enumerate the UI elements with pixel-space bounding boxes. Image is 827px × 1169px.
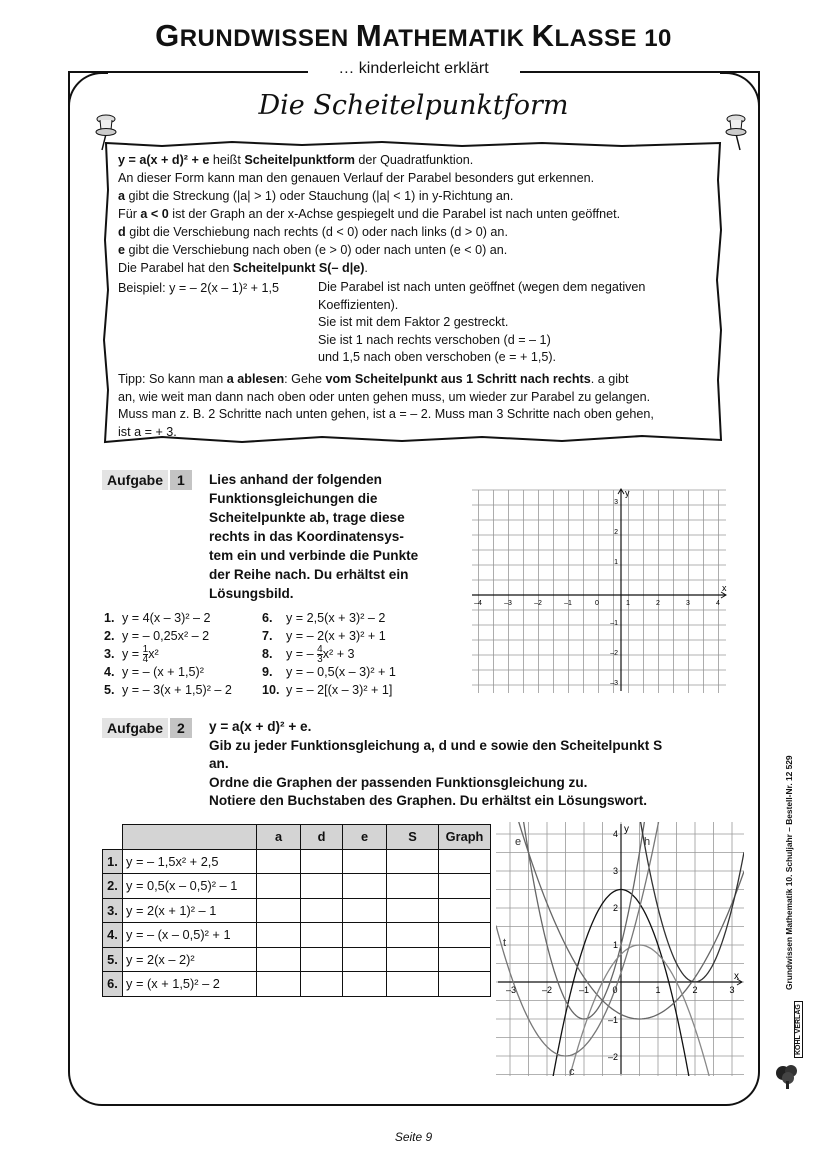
row-number: 4.	[103, 923, 123, 948]
axis-label: y	[624, 824, 629, 835]
parabola-graph	[496, 822, 744, 1076]
axis-label: x	[734, 971, 739, 982]
graph-letter: h	[644, 836, 651, 848]
list-item: 6. y = 2,5(x + 3)² – 2	[262, 611, 386, 625]
tick-label: –2	[607, 1052, 618, 1062]
list-item: 4. y = – (x + 1,5)²	[104, 665, 204, 679]
answer-cell[interactable]	[301, 849, 343, 874]
publisher-wrap	[794, 998, 806, 1058]
row-equation: y = – (x – 0,5)² + 1	[123, 923, 257, 948]
info-note-text: y = a(x + d)² + e heißt Scheitelpunktform der Quadratfunktion. An dieser Form kann man den genauen Verlauf der Parabel besonders gut erkennen. a gibt die Streckung (|a| > 1) oder Stauchung (|a| < 1) in y-Richtung an. Für a < 0 ist der Graph an der x-Achse gespiegelt und die Parabel ist nach unten geöffnet. d gibt die Verschiebung nach rechts (d < 0) oder nach links (d > 0) an. e gibt die Verschiebung nach oben (e > 0) oder nach unten (e < 0) an. Die Parabel hat den Scheitelpunkt S(– d|e). Beispiel: y = – 2(x – 1)² + 1,5 Die Parabel ist nach unten geöffnet (wegen dem negativen Koeffizienten). Sie ist mit dem Faktor 2 gestreckt. Sie ist 1 nach rechts verschoben (d = – 1) und 1,5 nach oben verschoben (e = + 1,5). Tipp: So kann man a ablesen: Gehe vom Scheitelpunkt aus 1 Schritt nach rechts. a gibt an, wie weit man dann nach oben oder unten gehen muss, um wieder zur Parabel zu gelangen. Muss man z. B. 2 Schritte nach unten gehen, ist a = – 2. Muss man 3 Schritte nach oben gehen, ist a = + 3.	[118, 151, 714, 441]
answer-cell[interactable]	[387, 874, 439, 899]
table-row	[103, 972, 491, 997]
answer-cell[interactable]	[439, 898, 491, 923]
answer-cell[interactable]	[301, 947, 343, 972]
row-equation: y = 2(x – 2)²	[123, 947, 257, 972]
table-row	[103, 898, 491, 923]
answer-cell[interactable]	[387, 849, 439, 874]
side-text: Grundwissen Mathematik 10. Schuljahr – Bestell-Nr. 12 529	[784, 755, 794, 990]
task-instructions: y = a(x + d)² + e. Gib zu jeder Funktionsgleichung a, d und e sowie den Scheitelpunkt S an. Ordne die Graphen der passenden Funktionsgleichung zu. Notiere den Buchstaben des Graphen. Du erhältst ein Lösungswort.	[209, 719, 663, 808]
answer-cell[interactable]	[387, 898, 439, 923]
table-header: S	[387, 825, 439, 850]
tick-label: 2	[614, 529, 618, 536]
row-equation: y = 0,5(x – 0,5)² – 1	[123, 874, 257, 899]
answer-cell[interactable]	[301, 898, 343, 923]
answer-cell[interactable]	[301, 874, 343, 899]
answer-cell[interactable]	[439, 849, 491, 874]
list-item: 9. y = – 0,5(x – 3)² + 1	[262, 665, 396, 679]
tick-label: –2	[610, 650, 618, 657]
parabola-curve	[496, 822, 744, 1019]
example-label: Beispiel: y = – 2(x – 1)² + 1,5	[118, 281, 280, 295]
answer-cell[interactable]	[343, 898, 387, 923]
axis-label: x	[722, 583, 727, 593]
tick-label: –2	[541, 985, 553, 995]
tick-label: 1	[626, 600, 630, 607]
table-header-corner	[103, 825, 123, 850]
example-explanation: Die Parabel ist nach unten geöffnet (wegen dem negativen Koeffizienten). Sie ist mit dem Faktor 2 gestreckt. Sie ist 1 nach rechts verschoben (d = – 1) und 1,5 nach oben verschoben (e = + 1,5).	[318, 280, 646, 364]
table-row	[103, 923, 491, 948]
answer-cell[interactable]	[439, 947, 491, 972]
answer-cell[interactable]	[257, 947, 301, 972]
table-row	[103, 849, 491, 874]
answer-cell[interactable]	[257, 972, 301, 997]
tick-label: 0	[612, 985, 618, 995]
task-label: Aufgabe 2	[102, 718, 192, 738]
tick-label: 3	[614, 499, 618, 506]
answer-cell[interactable]	[343, 923, 387, 948]
answer-table	[102, 824, 491, 997]
graph-letter: e	[515, 836, 522, 848]
coordinate-grid-1[interactable]	[460, 485, 730, 693]
section-heading: Die Scheitelpunktform	[258, 90, 569, 121]
answer-cell[interactable]	[301, 972, 343, 997]
tick-label: –3	[610, 680, 618, 687]
row-number: 3.	[103, 898, 123, 923]
row-equation: y = (x + 1,5)² – 2	[123, 972, 257, 997]
example-block	[118, 279, 714, 371]
list-item: 10. y = – 2[(x – 3)² + 1]	[262, 682, 393, 697]
tick-label: 1	[612, 940, 618, 950]
answer-cell[interactable]	[387, 947, 439, 972]
tree-logo-icon	[774, 1062, 800, 1090]
row-equation: y = 2(x + 1)² – 1	[123, 898, 257, 923]
tick-label: –1	[578, 985, 590, 995]
tick-label: –2	[534, 600, 542, 607]
answer-cell[interactable]	[439, 874, 491, 899]
answer-cell[interactable]	[343, 972, 387, 997]
table-row	[103, 947, 491, 972]
row-equation: y = – 1,5x² + 2,5	[123, 849, 257, 874]
answer-cell[interactable]	[439, 972, 491, 997]
tick-label: 2	[656, 600, 660, 607]
tick-label: –3	[505, 985, 517, 995]
answer-cell[interactable]	[387, 972, 439, 997]
list-item: 2. y = – 0,25x² – 2	[104, 628, 210, 643]
tick-label: –4	[474, 600, 482, 607]
tick-label: 0	[595, 600, 599, 607]
tick-label: –1	[610, 620, 618, 627]
row-number: 2.	[103, 874, 123, 899]
page-number: Seite 9	[394, 1130, 433, 1144]
list-item: 5. y = – 3(x + 1,5)² – 2	[104, 682, 232, 697]
table-header: Graph	[439, 825, 491, 850]
axis-label: y	[625, 488, 630, 498]
tick-label: 4	[612, 829, 618, 839]
answer-cell[interactable]	[257, 898, 301, 923]
answer-cell[interactable]	[343, 849, 387, 874]
answer-cell[interactable]	[301, 923, 343, 948]
tick-label: 1	[614, 559, 618, 566]
tick-label: –3	[504, 600, 512, 607]
answer-cell[interactable]	[387, 923, 439, 948]
answer-cell[interactable]	[257, 874, 301, 899]
side-text-wrap	[774, 740, 794, 990]
fraction: $\frac{1}{4}$	[142, 644, 149, 665]
pushpin-icon	[722, 112, 750, 152]
list-item: 3. y = $\frac{1}{4}$ x²	[104, 644, 159, 665]
tick-label: 3	[612, 866, 618, 876]
task-instructions: Lies anhand der folgenden Funktionsgleichungen die Scheitelpunkte ab, trage diese rechts in das Koordinatensys- tem ein und verbinde die Punkte der Reihe nach. Du erhältst ein Lösungsbild.	[209, 472, 419, 601]
equation-column-left	[104, 610, 264, 699]
list-item: 1. y = 4(x – 3)² – 2	[104, 611, 211, 625]
side-strip	[778, 740, 808, 1120]
row-number: 1.	[103, 849, 123, 874]
table-header	[123, 825, 257, 850]
tick-label: 3	[686, 600, 690, 607]
row-number: 6.	[103, 972, 123, 997]
publisher-logo: KOHL VERLAG	[794, 1001, 803, 1058]
tick-label: 3	[729, 985, 735, 995]
parabola-curve	[496, 822, 744, 1019]
task-label: Aufgabe 1	[102, 470, 192, 490]
answer-cell[interactable]	[439, 923, 491, 948]
table-header: a	[257, 825, 301, 850]
list-item: 7. y = – 2(x + 3)² + 1	[262, 628, 386, 643]
table-header: e	[343, 825, 387, 850]
table-header-row	[103, 825, 491, 850]
table-header: d	[301, 825, 343, 850]
tick-label: –1	[607, 1015, 618, 1025]
tick-label: 1	[655, 985, 661, 995]
parabola-curve	[496, 890, 744, 1077]
table-row	[103, 874, 491, 899]
tick-label: 2	[612, 903, 618, 913]
answer-cell[interactable]	[257, 849, 301, 874]
answer-cell[interactable]	[257, 923, 301, 948]
equation-column-right	[262, 610, 462, 699]
tick-label: 2	[692, 985, 698, 995]
answer-cell[interactable]	[343, 947, 387, 972]
fraction: $\frac{4}{3}$	[317, 644, 323, 665]
graph-letter: t	[503, 937, 507, 949]
page-title: GRUNDWISSEN MATHEMATIK KLASSE 10	[155, 18, 672, 53]
answer-cell[interactable]	[343, 874, 387, 899]
parabola-curve	[496, 822, 744, 1056]
list-item: 8. y = – $\frac{4}{3}$ x² + 3	[262, 644, 355, 665]
graph-letter: c	[569, 1066, 575, 1076]
row-number: 5.	[103, 947, 123, 972]
subtitle: … kinderleicht erklärt	[338, 60, 489, 77]
tick-label: 4	[716, 600, 720, 607]
tick-label: –1	[564, 600, 572, 607]
